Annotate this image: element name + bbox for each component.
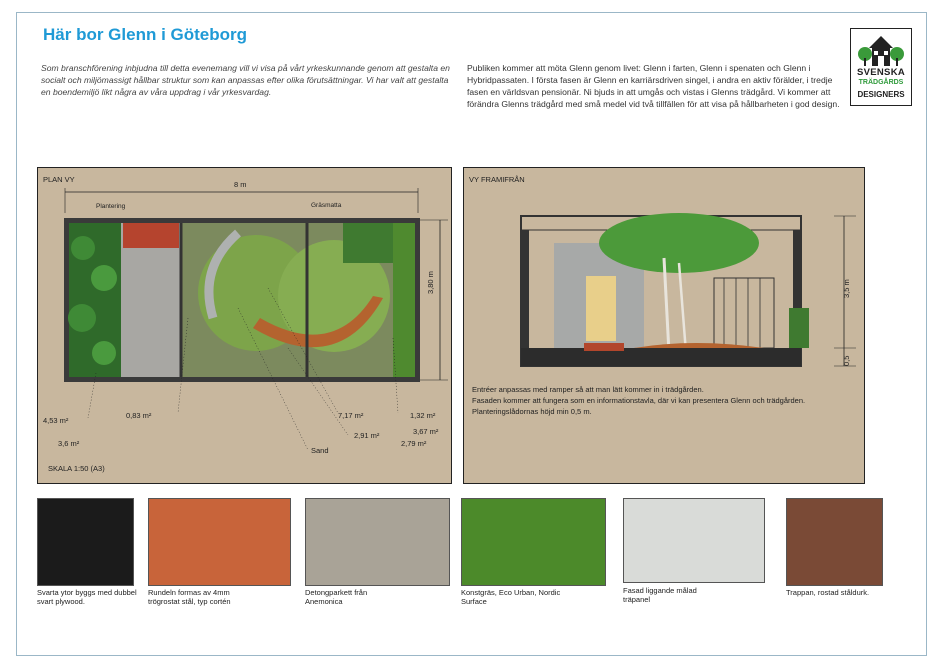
area-label-2: 0,83 m² (126, 411, 152, 420)
front-caption-line: Entréer anpassas med ramper så att man lätt kommer in i trädgården. (472, 385, 704, 394)
plan-width-label: 8 m (234, 180, 247, 189)
logo-line-3: DESIGNERS (857, 90, 905, 99)
front-view-heading: VY FRAMIFRÅN (469, 175, 525, 184)
plan-view-panel (37, 167, 452, 484)
label-grasmatta: Gräsmatta (311, 202, 342, 209)
area-label-1: 4,53 m² (43, 416, 69, 425)
material-swatch-black-plywood (37, 498, 134, 586)
page-title: Här bor Glenn i Göteborg (43, 25, 248, 44)
material-caption: Svarta ytor byggs med dubbel svart plywood. (37, 588, 137, 606)
front-height-label: 3,5 m (842, 279, 851, 298)
plan-view-drawing (38, 168, 452, 484)
area-label-7: 3,67 m² (413, 427, 439, 436)
front-caption (472, 384, 862, 417)
front-view-panel (463, 167, 865, 484)
label-plantering: Plantering (96, 203, 126, 210)
material-swatch-corten (148, 498, 291, 586)
plan-scale-label: SKALA 1:50 (A3) (48, 464, 105, 473)
area-label-6: 1,32 m² (410, 411, 436, 420)
intro-text-right: Publiken kommer att möta Glenn genom livet: Glenn i farten, Glenn i spenaten och Glenn i Hybridpassaten. I första fasen är Glenn en karriärsdriven singel, i andra en aktiv förälder, i tredje fasen en världsvan pensionär. Ni bjuds in att umgås och vistas i Glenns trädgård. Vi kommer att förändra Glenns trädgård med små medel vid två tillfällen för att visa på hållbarheten i god design. (467, 63, 840, 109)
material-caption: Detongparkett från Anemonica (305, 588, 368, 606)
material-caption: Rundeln formas av 4mm trögrostat stål, typ cortén (148, 588, 231, 606)
house-trees-logo-icon (851, 30, 911, 68)
front-caption-line: Planteringslådornas höjd min 0,5 m. (472, 407, 592, 416)
material-swatch-steel-grating (786, 498, 883, 586)
area-label-8: 2,79 m² (401, 439, 427, 448)
plan-height-label: 3,80 m (426, 271, 435, 294)
material-swatch-wood-panel (623, 498, 765, 583)
material-caption: Fasad liggande målad träpanel (623, 586, 697, 604)
label-sand: Sand (311, 446, 329, 455)
front-view-drawing (464, 168, 865, 484)
logo-line-1: SVENSKA (856, 67, 906, 78)
material-caption: Trappan, rostad ståldurk. (786, 588, 870, 597)
front-small-height-label: 0,5 (842, 355, 851, 366)
logo-line-2: TRÄDGÅRDS (858, 79, 904, 86)
material-swatch-parquet (305, 498, 450, 586)
material-caption: Konstgräs, Eco Urban, Nordic Surface (461, 588, 561, 606)
svenska-tradgardsdesigners-logo (850, 28, 912, 106)
material-swatch-artificial-grass (461, 498, 606, 586)
area-label-4: 7,17 m² (338, 411, 364, 420)
front-caption-line: Fasaden kommer att fungera som en informationstavla, där vi kan presentera Glenn och trädgården. (472, 396, 806, 405)
area-label-3: 3,6 m² (58, 439, 80, 448)
plan-view-heading: PLAN VY (43, 175, 75, 184)
intro-text-left: Som branschförening inbjudna till detta evenemang vill vi visa på vårt yrkeskunnande genom att gestalta en socialt och miljömassigt hållbar struktur som kan anpassas efter olika förutsättningar. Vi har valt att gestalta en boendemiljö likt några av våra uppdrag i vår yrkesvardag. (41, 63, 450, 97)
area-label-5: 2,91 m² (354, 431, 380, 440)
